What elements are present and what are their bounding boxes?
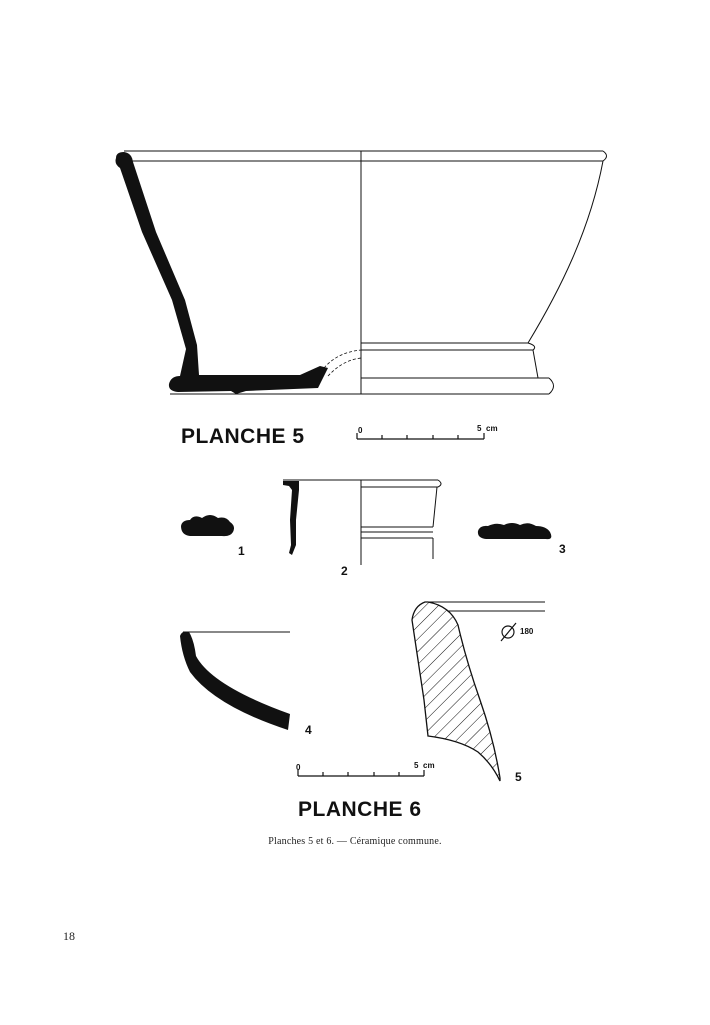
planche5-scale-bar [357, 433, 484, 439]
planche5-vessel-drawing [116, 151, 607, 394]
planche5-title: PLANCHE 5 [181, 425, 305, 448]
fig4-number: 4 [305, 723, 312, 737]
diameter-symbol-icon [501, 623, 516, 641]
planche6-scale-unit: cm [423, 761, 435, 770]
fig3-fragment-drawing [478, 523, 551, 539]
fig2-number: 2 [341, 564, 348, 578]
planche5-scale-unit: cm [486, 424, 498, 433]
figure-caption: Planches 5 et 6. — Céramique commune. [268, 836, 442, 847]
planche6-scale-bar [298, 770, 424, 776]
diameter-value: 180 [520, 627, 534, 636]
fig2-rim-drawing [283, 480, 441, 565]
page-number: 18 [63, 929, 75, 943]
fig1-fragment-drawing [181, 515, 234, 536]
planche6-scale-start: 0 [296, 763, 301, 772]
fig4-wall-drawing [180, 632, 290, 731]
planche6-title: PLANCHE 6 [298, 798, 422, 821]
fig1-number: 1 [238, 544, 245, 558]
fig5-number: 5 [515, 770, 522, 784]
planche5-scale-start: 0 [358, 426, 363, 435]
fig3-number: 3 [559, 542, 566, 556]
planche6-scale-end: 5 [414, 761, 419, 770]
planche5-scale-end: 5 [477, 424, 482, 433]
